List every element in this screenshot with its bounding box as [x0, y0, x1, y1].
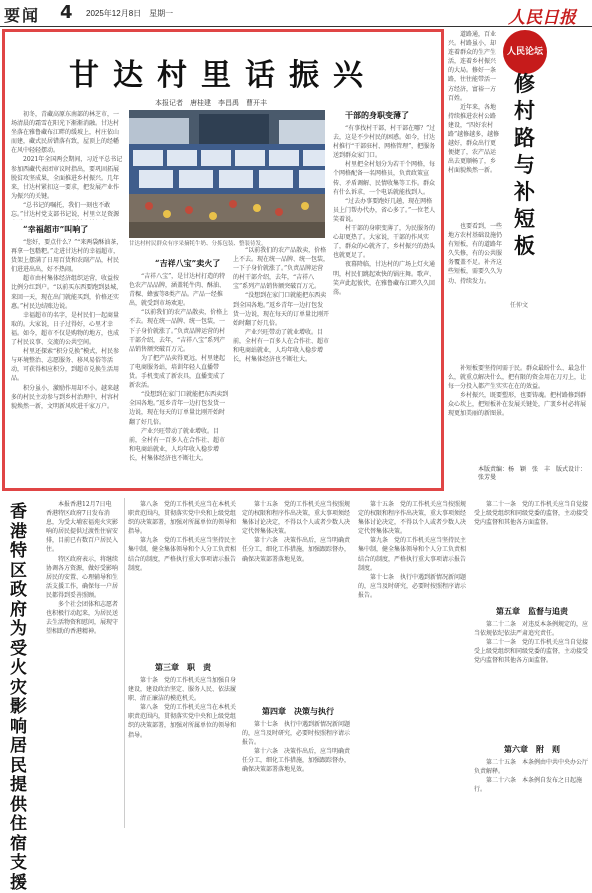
column-divider [124, 498, 125, 828]
commentary-author: 任仲文 [510, 302, 529, 309]
hongkong-article-text [46, 500, 120, 826]
paragraph: 2021年全国两会期间，习近平总书记参加西藏代表团审议时指出，要巩固拓展脱贫攻坚成果，全面推进乡村振兴。几年来，甘达村紧扣这一要求，把发展产业作为振兴的关键。 [11, 156, 123, 200]
subhead-eight-treasures: “吉祥八宝”卖火了 [155, 258, 221, 268]
paragraph: 第十五条 党的工作机关应当按照规定的权限和程序作出决策，重大事项须经集体讨论决定，不得以个人或者少数人决定代替集体决策。 [358, 501, 467, 536]
commentary-title: 修村路与补短板 [514, 71, 535, 258]
regulation-text-g [474, 620, 590, 740]
photo-illustration [129, 110, 325, 238]
paragraph: 初冬，青藏高原东南部的林芝市，一场清晨的霜雪在阳光下渐渐消融。甘达村坐落在雅鲁藏布江畔的缓坡上，村庄依山而建，藏式民居错落有致，屋顶上的经幡在风中轻轻摆动。 [11, 111, 120, 155]
paragraph: “没想到在家门口就能把东西卖到全国各地。”返乡青年一边打包发货一边说，现在每天的订单量比刚开始时翻了好几倍。 [129, 391, 229, 426]
paragraph: 第十六条 决策作出后，应当明确责任分工，细化工作措施，加强跟踪督办，确保决策部署落地见效。 [242, 748, 351, 774]
editor-credits: 本版责编：杨 颖 张 丰 版式设计：张芳曼 [478, 466, 587, 481]
paragraph: 多个社会团体和志愿者也积极行动起来，为居民送去生活物资和慰问，展现守望相助的香港精神。 [46, 601, 119, 636]
section-label: 要闻 [4, 6, 41, 25]
commentary-badge: 人民论坛 [503, 30, 547, 74]
paragraph: 第二十五条 本条例由中共中央办公厅负责解释。 [474, 759, 589, 776]
paragraph: “您好，要点什么？”“来两袋酥油茶，再拿一包糌粑。”走进甘达村的幸福超市，货架上摆满了日用百货和农副产品，村民们进进出出，好不热闹。 [11, 239, 123, 274]
paragraph: 第十条 党的工作机关应当加强自身建设，建设政治坚定、服务人民、依法履职、清正廉洁的模范机关。 [128, 677, 237, 703]
commentary-text-b [448, 222, 502, 362]
regulation-text-b [128, 676, 238, 826]
paragraph: 第九条 党的工作机关应当坚持民主集中制，健全集体领导和个人分工负责相结合的制度，严格执行重大事项请示报告制度。 [358, 537, 467, 572]
paragraph: 第十七条 执行中遇到新情况新问题的，应当及时研究，必要时按照程序请示报告。 [358, 573, 467, 599]
paragraph: 本报香港12月7日电 香港特区政府7日发布消息，为受大埔宏福苑火灾影响的居民提供过渡性住宿安排，目前已有数百户居民入住。 [46, 501, 119, 554]
paragraph: 第二十一条 党的工作机关应当自觉接受上级党组织和同级党委的监督，主动接受党内监督和其他各方面监督。 [474, 639, 589, 665]
publication-date: 2025年12月8日 星期一 [86, 9, 174, 18]
paragraph: 第二十二条 对违反本条例规定的，应当依规依纪依法严肃追究责任。 [474, 621, 589, 638]
chapter-heading-decision: 第四章 决策与执行 [262, 706, 334, 716]
commentary-text-a [448, 30, 500, 220]
paragraph: 产业兴旺带动了就业增收。目前，全村有一百多人在合作社、超市和电商站就业，人均年收入稳步增长，村集体经济也不断壮大。 [129, 427, 226, 462]
paragraph: 第十七条 执行中遇到新情况新问题的，应当及时研究，必要时按照程序请示报告。 [242, 721, 351, 747]
paragraph: 第十六条 决策作出后，应当明确责任分工，细化工作措施，加强跟踪督办，确保决策部署落地见效。 [242, 537, 351, 563]
regulation-text-d [242, 720, 354, 826]
regulation-text-a [128, 500, 238, 658]
paragraph: “没想到在家门口就能把东西卖到全国各地。”返乡青年一边打包发货一边说，现在每天的订单量比刚开始时翻了好几倍。 [233, 292, 329, 327]
chapter-heading-appendix: 第六章 附 则 [504, 744, 560, 754]
paragraph: “以前我们的农产品散卖，价格上不去。现在统一品牌、统一包装，一下子身价就涨了。”负责品牌运营的村干部介绍，去年，“吉祥八宝”系列产品销售额突破百万元。 [233, 247, 329, 291]
paragraph: 村干部的身职变薄了，为民服务的心却更热了。大家说，干部的作风实了，群众的心就齐了，乡村振兴的劲头也就更足了。 [333, 225, 436, 260]
page-number: 4 [60, 2, 73, 23]
paragraph: “以前我们的农产品散卖，价格上不去。现在统一品牌、统一包装，一下子身价就涨了。”负责品牌运营的村干部介绍，去年，“吉祥八宝”系列产品销售额突破百万元。 [129, 309, 229, 353]
paragraph: 第八条 党的工作机关应当在本机关职责范围内，贯彻落实党中央和上级党组织的决策部署，加强对所属单位的领导和指导。 [128, 501, 237, 536]
chapter-heading-duties: 第三章 职 责 [155, 662, 211, 672]
feature-section2b-text [233, 246, 329, 484]
paragraph: 近年来，各地持续推进农村公路建设，“四好农村路”越修越多，越修越好，群众出行更便捷了，农产品运出去更顺畅了，乡村面貌焕然一新。 [448, 103, 500, 175]
feature-section2-text [129, 272, 229, 484]
commentary-text-c [448, 364, 590, 462]
feature-headline: 甘达村里话振兴 [69, 58, 377, 93]
paragraph: “有事找村干部，村干部在哪？”过去，这是不少村民的困惑。如今，甘达村推行“干部驻村、网格管理”，把服务送到群众家门口。 [333, 125, 436, 160]
paragraph: 第二十一条 党的工作机关应当自觉接受上级党组织和同级党委的监督，主动接受党内监督和其他各方面监督。 [474, 501, 589, 527]
paragraph: 也要看到，一些地方农村基础设施仍有短板，有的道路年久失修，有的公共服务覆盖不足。补齐这些短板，需要久久为功、持续发力。 [448, 223, 502, 285]
feature-intro-text [11, 110, 123, 220]
regulation-text-e [358, 500, 470, 826]
feature-section3-text [333, 124, 437, 484]
paragraph: 补短板要坚持问需于民。群众最盼什么、最急什么，就重点解决什么，把有限的资金用在刀刃上，让每一分投入都产生实实在在的效益。 [448, 365, 587, 391]
paragraph: 产业兴旺带动了就业增收。目前，全村有一百多人在合作社、超市和电商站就业，人均年收入稳步增长，村集体经济也不断壮大。 [233, 328, 329, 364]
subhead-supermarket: “幸福超市”叫响了 [23, 224, 89, 234]
feature-section1-text [11, 238, 123, 484]
subhead-cadre-duties: 干部的身职变薄了 [345, 110, 409, 120]
regulation-text-c [242, 500, 354, 704]
hongkong-headline: 香港特区政府为受火灾影响居民提供住宿支援 [10, 502, 27, 893]
masthead-logo: 人民日报 [508, 8, 576, 28]
feature-byline: 本报记者 唐桂建 李昌禹 曹开丰 [155, 99, 267, 107]
feature-article[interactable] [2, 29, 444, 491]
paragraph: “吉祥八宝”，是甘达村打造的特色农产品品牌，涵盖牦牛肉、酥油、青稞、蜂蜜等8类产品。产品一经推出，就受到市场欢迎。 [129, 273, 226, 308]
paragraph: 村里还探索“积分兑换”模式，村民参与环境整治、志愿服务、移风易俗等活动，可获得相应积分，到超市兑换生活用品。 [11, 348, 120, 383]
paragraph: 积分虽小，激励作用却不小。越来越多的村民主动参与到乡村治理中，村容村貌焕然一新，文明新风吹进千家万户。 [11, 384, 120, 410]
paragraph: 特区政府表示，将继续协调各方资源，做好受影响居民的安置、心理辅导和生活支援工作，确保每一户居民都得到妥善照顾。 [46, 555, 119, 599]
paragraph: 乡村振兴，既要塑形，也要铸魂。把村路修到群众心坎上，把短板补在发展关键处，广袤乡村必将展现更加美丽的新图景。 [448, 392, 587, 418]
paragraph: 道路通，百业兴。村路虽小，却连着群众的生产生活，连着乡村振兴的大局。修好一条路，往往能带活一方经济，富裕一方百姓。 [448, 31, 497, 102]
paragraph: 第十五条 党的工作机关应当按照规定的权限和程序作出决策，重大事项须经集体讨论决定，不得以个人或者少数人决定代替集体决策。 [242, 501, 351, 536]
regulation-text-h [474, 758, 590, 826]
chapter-heading-supervision: 第五章 监督与追责 [496, 606, 568, 616]
paragraph: 第八条 党的工作机关应当在本机关职责范围内，贯彻落实党中央和上级党组织的决策部署，加强对所属单位的领导和指导。 [128, 704, 237, 739]
paragraph: “过去办事要跑好几趟，现在网格员上门帮办代办，省心多了。”一位老人笑着说。 [333, 197, 436, 223]
paragraph: 超市由村集体经济组织运营，收益按比例分红到户。“以前买东西要跑到县城，来回一天，现在出门就能买到，价格还实惠。”村民边结账边说。 [11, 275, 123, 310]
regulation-text-f [474, 500, 590, 604]
feature-photo [129, 110, 325, 238]
paragraph: 幸福超市的名字，是村民们一起商量取的。大家说，日子过得好，心里才幸福。如今，超市不仅是购物的地方，也成了村民议事、交流的公共空间。 [11, 311, 120, 347]
paragraph: 为了把产品卖得更远，村里建起了电商服务站，培训年轻人直播带货。手机变成了新农具，直播变成了新农活。 [129, 354, 226, 390]
photo-caption: 甘达村村民群众有序采摘牦牛奶、分拣包装、整装待发。 [129, 241, 267, 247]
paragraph: 第九条 党的工作机关应当坚持民主集中制，健全集体领导和个人分工负责相结合的制度，严格执行重大事项请示报告制度。 [128, 537, 237, 572]
paragraph: “总书记的嘱托，我们一刻也不敢忘。”甘达村党支部书记说，村里立足资源 [11, 201, 120, 219]
paragraph: 第二十六条 本条例自发布之日起施行。 [474, 777, 583, 794]
paragraph: 村里把全村划分为若干个网格，每个网格配备一名网格员，负责政策宣传、矛盾调解、民情收集等工作。群众有什么诉求，一个电话就能找到人。 [333, 161, 436, 196]
paragraph: 夜幕降临，甘达村的广场上灯火通明，村民们跳起欢快的锅庄舞。歌声、笑声此起彼伏，在雅鲁藏布江畔久久回荡。 [333, 261, 436, 296]
